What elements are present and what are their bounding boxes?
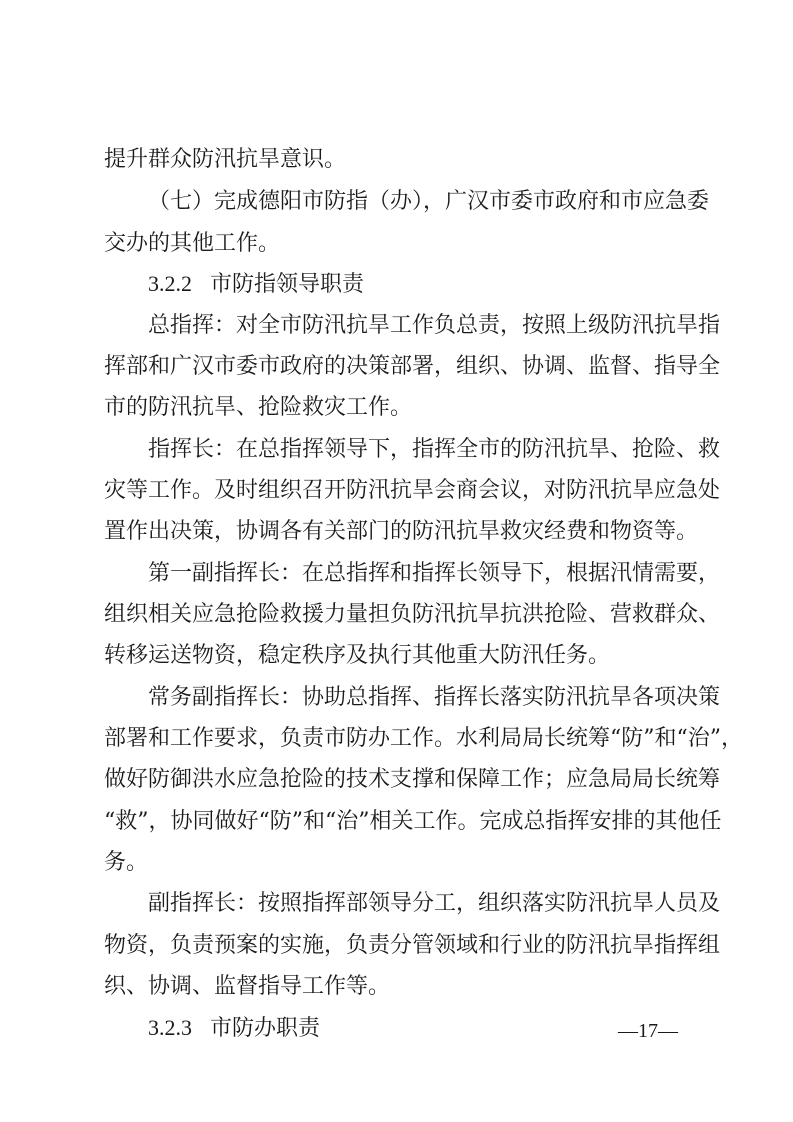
section-heading-3-2-3 [148, 1014, 320, 1043]
body-line: 转移运送物资，稳定秩序及执行其他重大防汛任务。 [104, 643, 611, 668]
section-title: 市防办职责 [210, 1016, 321, 1041]
body-line: （七）完成德阳市防指（办），广汉市委市政府和市应急委 [148, 189, 710, 214]
body-line: 灾等工作。及时组织召开防汛抗旱会商会议，对防汛抗旱应急处 [104, 478, 721, 503]
body-line: 务。 [104, 850, 149, 875]
body-line: 市的防汛抗旱、抢险救灾工作。 [104, 395, 413, 420]
body-line: 第一副指挥长：在总指挥和指挥长领导下，根据汛情需要， [148, 561, 721, 586]
body-line: 常务副指挥长：协助总指挥、指挥长落实防汛抗旱各项决策 [148, 685, 721, 710]
body-line: 部署和工作要求，负责市防办工作。水利局局长统筹“防”和“治”， [104, 726, 743, 751]
section-number: 3.2.2 [148, 271, 192, 296]
body-line: 副指挥长：按照指挥部领导分工，组织落实防汛抗旱人员及 [148, 891, 721, 916]
section-number: 3.2.3 [148, 1015, 192, 1040]
body-line: 组织相关应急抢险救援力量担负防汛抗旱抗洪抢险、营救群众、 [104, 602, 721, 627]
section-title: 市防指领导职责 [210, 272, 365, 297]
body-line: 提升群众防汛抗旱意识。 [104, 147, 347, 172]
body-line: 挥部和广汉市委市政府的决策部署，组织、协调、监督、指导全 [104, 354, 721, 379]
body-line: 总指挥：对全市防汛抗旱工作负总责，按照上级防汛抗旱指 [148, 313, 721, 338]
body-line: 指挥长：在总指挥领导下，指挥全市的防汛抗旱、抢险、救 [148, 437, 721, 462]
body-line: 置作出决策，协调各有关部门的防汛抗旱救灾经费和物资等。 [104, 519, 699, 544]
body-line: 交办的其他工作。 [104, 231, 281, 256]
body-line: 物资，负责预案的实施，负责分管领域和行业的防汛抗旱指挥组 [104, 933, 721, 958]
body-line: “救”，协同做好“防”和“治”相关工作。完成总指挥安排的其他任 [104, 809, 722, 834]
page-number: —17— [618, 1020, 678, 1042]
body-line: 做好防御洪水应急抢险的技术支撑和保障工作；应急局局长统筹 [104, 767, 721, 792]
section-heading-3-2-2 [148, 270, 364, 299]
body-line: 织、协调、监督指导工作等。 [104, 974, 391, 999]
